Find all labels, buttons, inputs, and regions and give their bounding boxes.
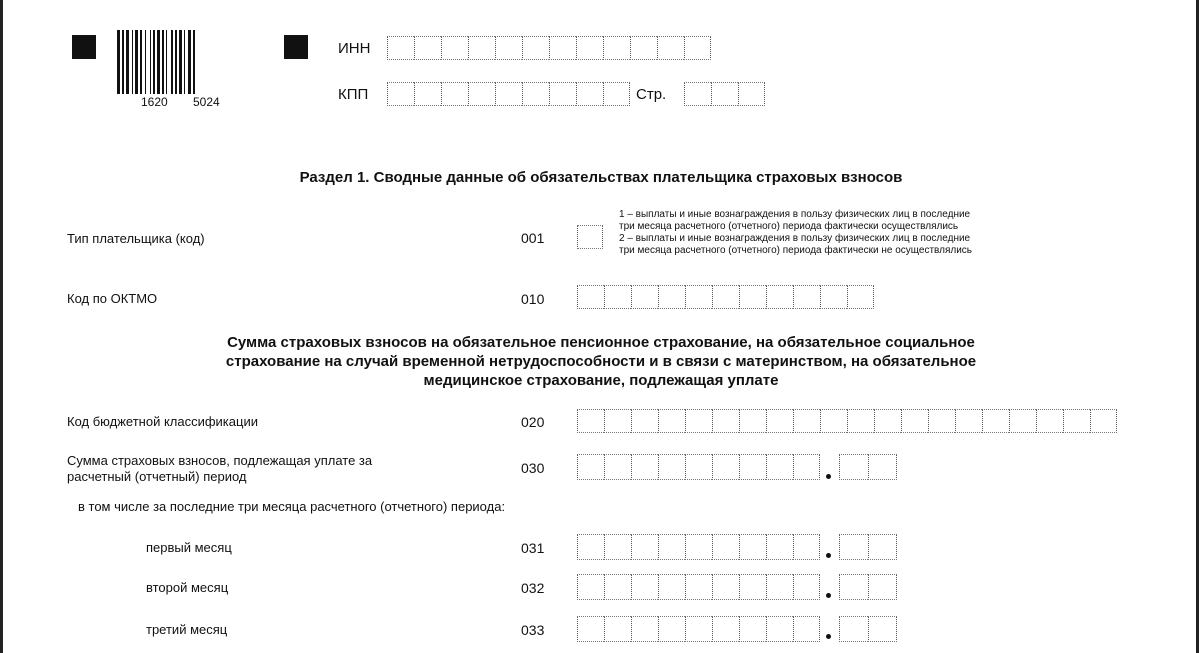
sum-heading-line: Сумма страховых взносов на обязательное пенсионное страхование, на обязательное социальное (227, 334, 975, 351)
char-cell[interactable] (549, 82, 576, 106)
sum-due-code: 030 (521, 460, 545, 476)
sum-due-kopecks-field[interactable] (839, 454, 897, 480)
char-cell[interactable] (414, 82, 441, 106)
char-cell[interactable] (576, 82, 603, 106)
char-cell[interactable] (739, 574, 766, 600)
char-cell[interactable] (839, 534, 868, 560)
char-cell[interactable] (684, 82, 711, 106)
char-cell[interactable] (793, 616, 820, 642)
decimal-separator (826, 553, 831, 558)
barcode-bar (171, 30, 173, 94)
barcode-number-right: 5024 (193, 95, 220, 109)
barcode-bar (122, 30, 124, 94)
barcode-bar (150, 30, 151, 94)
month-3-rubles-field[interactable] (577, 616, 820, 642)
sum-due-label-line: Сумма страховых взносов, подлежащая уплате за (67, 453, 373, 468)
char-cell[interactable] (414, 36, 441, 60)
char-cell[interactable] (577, 454, 604, 480)
inn-field[interactable] (387, 36, 711, 60)
barcode-bar (135, 30, 138, 94)
sum-heading-line: медицинское страхование, подлежащая уплате (423, 372, 779, 389)
char-cell[interactable] (631, 409, 658, 433)
oktmo-label: Код по ОКТМО (67, 291, 158, 306)
char-cell[interactable] (712, 285, 739, 309)
payer-type-field[interactable] (577, 225, 603, 249)
char-cell[interactable] (839, 454, 868, 480)
char-cell[interactable] (658, 409, 685, 433)
char-cell[interactable] (604, 454, 631, 480)
sum-due-label-line: расчетный (отчетный) период (67, 469, 247, 484)
page-number-label: Стр. (636, 86, 667, 103)
char-cell[interactable] (603, 36, 630, 60)
char-cell[interactable] (738, 82, 765, 106)
char-cell[interactable] (712, 616, 739, 642)
char-cell[interactable] (387, 82, 414, 106)
char-cell[interactable] (577, 534, 604, 560)
char-cell[interactable] (847, 285, 874, 309)
char-cell[interactable] (604, 616, 631, 642)
month-1-rubles-field[interactable] (577, 534, 820, 560)
char-cell[interactable] (441, 82, 468, 106)
barcode-bar (117, 30, 120, 94)
char-cell[interactable] (577, 574, 604, 600)
char-cell[interactable] (793, 534, 820, 560)
char-cell[interactable] (793, 574, 820, 600)
char-cell[interactable] (712, 454, 739, 480)
char-cell[interactable] (631, 534, 658, 560)
char-cell[interactable] (901, 409, 928, 433)
sum-due-rubles-field[interactable] (577, 454, 820, 480)
char-cell[interactable] (712, 534, 739, 560)
barcode (117, 30, 265, 94)
char-cell[interactable] (577, 225, 603, 249)
payer-type-note-line: 2 – выплаты и иные вознаграждения в пользу физических лиц в последние (619, 233, 971, 244)
char-cell[interactable] (928, 409, 955, 433)
char-cell[interactable] (685, 616, 712, 642)
char-cell[interactable] (604, 534, 631, 560)
char-cell[interactable] (468, 36, 495, 60)
oktmo-field[interactable] (577, 285, 874, 309)
kbk-code: 020 (521, 414, 545, 430)
char-cell[interactable] (793, 285, 820, 309)
month-1-code: 031 (521, 540, 545, 556)
char-cell[interactable] (685, 574, 712, 600)
char-cell[interactable] (604, 409, 631, 433)
month-2-kopecks-field[interactable] (839, 574, 897, 600)
char-cell[interactable] (685, 409, 712, 433)
payer-type-note-line: три месяца расчетного (отчетного) периода фактически не осуществлялись (619, 245, 972, 256)
char-cell[interactable] (793, 454, 820, 480)
payer-type-notes (619, 209, 972, 257)
char-cell[interactable] (766, 454, 793, 480)
char-cell[interactable] (739, 454, 766, 480)
oktmo-code: 010 (521, 291, 545, 307)
char-cell[interactable] (766, 409, 793, 433)
char-cell[interactable] (631, 285, 658, 309)
char-cell[interactable] (658, 574, 685, 600)
char-cell[interactable] (847, 409, 874, 433)
decimal-separator (826, 474, 831, 479)
barcode-bar (175, 30, 177, 94)
month-2-rubles-field[interactable] (577, 574, 820, 600)
sum-heading (0, 333, 1202, 390)
char-cell[interactable] (874, 409, 901, 433)
page-number-field[interactable] (684, 82, 765, 106)
char-cell[interactable] (839, 616, 868, 642)
char-cell[interactable] (685, 285, 712, 309)
char-cell[interactable] (868, 616, 897, 642)
char-cell[interactable] (603, 82, 630, 106)
char-cell[interactable] (387, 36, 414, 60)
char-cell[interactable] (657, 36, 684, 60)
kpp-label: КПП (338, 86, 369, 103)
char-cell[interactable] (658, 285, 685, 309)
barcode-bar (153, 30, 155, 94)
char-cell[interactable] (658, 454, 685, 480)
month-2-code: 032 (521, 580, 545, 596)
barcode-bar (157, 30, 160, 94)
char-cell[interactable] (577, 409, 604, 433)
char-cell[interactable] (955, 409, 982, 433)
barcode-bar (132, 30, 133, 94)
char-cell[interactable] (739, 534, 766, 560)
barcode-bar (166, 30, 167, 94)
payer-type-label: Тип плательщика (код) (67, 231, 205, 246)
char-cell[interactable] (1036, 409, 1063, 433)
char-cell[interactable] (1063, 409, 1090, 433)
char-cell[interactable] (739, 616, 766, 642)
kbk-label: Код бюджетной классификации (67, 414, 258, 429)
char-cell[interactable] (631, 574, 658, 600)
char-cell[interactable] (684, 36, 711, 60)
char-cell[interactable] (630, 36, 657, 60)
barcode-bar (145, 30, 146, 94)
barcode-bar (179, 30, 182, 94)
char-cell[interactable] (549, 36, 576, 60)
barcode-bar (193, 30, 195, 94)
char-cell[interactable] (685, 534, 712, 560)
barcode-bar (184, 30, 185, 94)
char-cell[interactable] (631, 616, 658, 642)
payer-type-note-line: 1 – выплаты и иные вознаграждения в пользу физических лиц в последние (619, 209, 971, 220)
char-cell[interactable] (712, 409, 739, 433)
char-cell[interactable] (739, 285, 766, 309)
char-cell[interactable] (868, 534, 897, 560)
char-cell[interactable] (711, 82, 738, 106)
payer-type-note-line: три месяца расчетного (отчетного) периода фактически осуществлялись (619, 221, 959, 232)
char-cell[interactable] (982, 409, 1009, 433)
char-cell[interactable] (766, 616, 793, 642)
char-cell[interactable] (576, 36, 603, 60)
inn-label: ИНН (338, 40, 371, 57)
char-cell[interactable] (766, 574, 793, 600)
char-cell[interactable] (468, 82, 495, 106)
month-3-label: третий месяц (146, 622, 228, 637)
char-cell[interactable] (604, 285, 631, 309)
decimal-separator (826, 634, 831, 639)
char-cell[interactable] (685, 454, 712, 480)
char-cell[interactable] (658, 534, 685, 560)
char-cell[interactable] (522, 36, 549, 60)
barcode-bar (162, 30, 164, 94)
char-cell[interactable] (495, 82, 522, 106)
kbk-field[interactable] (577, 409, 1117, 433)
char-cell[interactable] (868, 454, 897, 480)
sum-heading-line: страхование на случай временной нетрудоспособности и в связи с материнством, на обязательное (225, 353, 977, 370)
month-3-code: 033 (521, 622, 545, 638)
month-1-kopecks-field[interactable] (839, 534, 897, 560)
decimal-separator (826, 593, 831, 598)
char-cell[interactable] (820, 285, 847, 309)
char-cell[interactable] (712, 574, 739, 600)
kpp-field[interactable] (387, 82, 630, 106)
char-cell[interactable] (820, 409, 847, 433)
char-cell[interactable] (577, 616, 604, 642)
char-cell[interactable] (658, 616, 685, 642)
payer-type-code: 001 (521, 230, 545, 246)
char-cell[interactable] (839, 574, 868, 600)
char-cell[interactable] (868, 574, 897, 600)
char-cell[interactable] (604, 574, 631, 600)
including-label: в том числе за последние три месяца расчетного (отчетного) периода: (78, 499, 506, 514)
alignment-marker-left (72, 35, 96, 59)
char-cell[interactable] (793, 409, 820, 433)
section-title: Раздел 1. Сводные данные об обязательствах плательщика страховых взносов (299, 169, 903, 186)
char-cell[interactable] (522, 82, 549, 106)
alignment-marker-right (284, 35, 308, 59)
month-1-label: первый месяц (146, 540, 232, 555)
barcode-bar (126, 30, 129, 94)
month-2-label: второй месяц (146, 580, 229, 595)
char-cell[interactable] (631, 454, 658, 480)
char-cell[interactable] (577, 285, 604, 309)
page-left-edge (0, 0, 3, 653)
char-cell[interactable] (739, 409, 766, 433)
page-right-edge (1196, 0, 1199, 653)
char-cell[interactable] (495, 36, 522, 60)
barcode-number-left: 1620 (141, 95, 168, 109)
char-cell[interactable] (1090, 409, 1117, 433)
char-cell[interactable] (1009, 409, 1036, 433)
char-cell[interactable] (766, 534, 793, 560)
char-cell[interactable] (441, 36, 468, 60)
barcode-bar (188, 30, 191, 94)
sum-due-label (67, 453, 372, 485)
month-3-kopecks-field[interactable] (839, 616, 897, 642)
char-cell[interactable] (766, 285, 793, 309)
barcode-bar (140, 30, 142, 94)
